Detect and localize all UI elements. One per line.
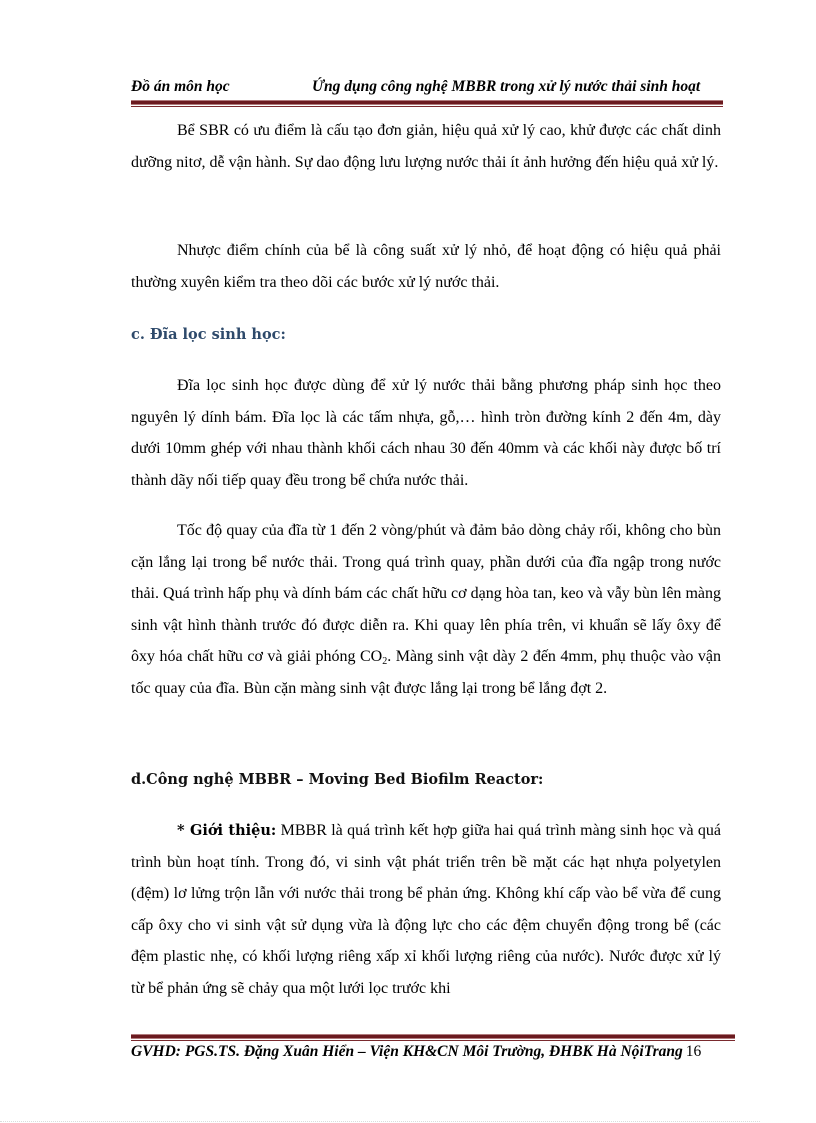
paragraph-text: Tốc độ quay của đĩa từ 1 đến 2 vòng/phút và đảm bảo dòng chảy rối, không cho bùn cặn lắng lại trong bể nước thải. Trong quá trình quay, phần dưới của đĩa ngập trong nước thải. Quá trình hấp phụ và dính bám các chất hữu cơ dạng hòa tan, keo và vẫy bùn lên màng sinh vật hình thành trước đó được diễn ra. Khi quay lên phía trên, vi khuẩn sẽ lấy ôxy để ôxy hóa chất hữu cơ và giải phóng CO (131, 522, 721, 666)
header-course-title: Đồ án môn học (131, 78, 230, 95)
section-heading-biodisc: c. Đĩa lọc sinh học: (131, 326, 286, 343)
subscript-2: 2 (382, 656, 388, 668)
header-rule (131, 100, 723, 105)
paragraph-text: MBBR là quá trình kết hợp giữa hai quá trình màng sinh học và quá trình bùn hoạt tính. Trong đó, vi sinh vật phát triển trên bề mặt các hạt nhựa polyetylen (đệm) lơ lửng trộn lẫn với nước thải trong bể phản ứng. Không khí cấp vào bể vừa để cung cấp ôxy cho vi sinh vật sử dụng vừa là động lực cho các đệm chuyển động trong bể (các đệm plastic nhẹ, có khối lượng riêng xấp xỉ khối lượng riêng của nước). Nước được xử lý từ bể phản ứng sẽ chảy qua một lưới lọc trước khi (131, 822, 722, 997)
page-footer (131, 1043, 751, 1065)
paragraph-biodisc-intro: Đĩa lọc sinh học được dùng để xử lý nước thải bằng phương pháp sinh học theo nguyên lý dính bám. Đĩa lọc là các tấm nhựa, gỗ,… hình tròn đường kính 2 đến 4m, dày dưới 10mm ghép với nhau thành khối cách nhau 30 đến 40mm và các khối này được bố trí thành dãy nối tiếp quay đều trong bể chứa nước thải. (131, 377, 721, 489)
paragraph-text-cont: . Màng sinh vật dày 2 đến 4mm, phụ thuộc vào vận tốc quay của đĩa. Bùn cặn màng sinh vật được lắng lại trong bể lắng đợt 2. (131, 648, 722, 697)
paragraph-sbr-disadvantages: Nhược điểm chính của bể là công suất xử lý nhỏ, để hoạt động có hiệu quả phải thường xuyên kiểm tra theo dõi các bước xử lý nước thải. (131, 242, 721, 291)
page-header (131, 78, 723, 100)
paragraph-mbbr-intro (131, 815, 721, 1005)
section-heading-mbbr: d.Công nghệ MBBR – Moving Bed Biofilm Reactor: (131, 771, 544, 788)
page-number: 16 (685, 1043, 702, 1060)
intro-label: * Giới thiệu: (177, 822, 277, 839)
paragraph-biodisc-operation (131, 515, 721, 705)
footer-advisor-text: GVHD: PGS.TS. Đặng Xuân Hiển – Viện KH&CN Môi Trường, ĐHBK Hà NộiTrang (131, 1043, 683, 1060)
footer-rule (131, 1034, 735, 1039)
page-boundary-line (0, 1121, 760, 1122)
header-document-title: Ứng dụng công nghệ MBBR trong xử lý nước thải sinh hoạt (312, 78, 701, 95)
paragraph-sbr-advantages: Bể SBR có ưu điểm là cấu tạo đơn giản, hiệu quả xử lý cao, khử được các chất dinh dưỡng nitơ, dễ vận hành. Sự dao động lưu lượng nước thải ít ảnh hưởng đến hiệu quả xử lý. (131, 122, 721, 171)
